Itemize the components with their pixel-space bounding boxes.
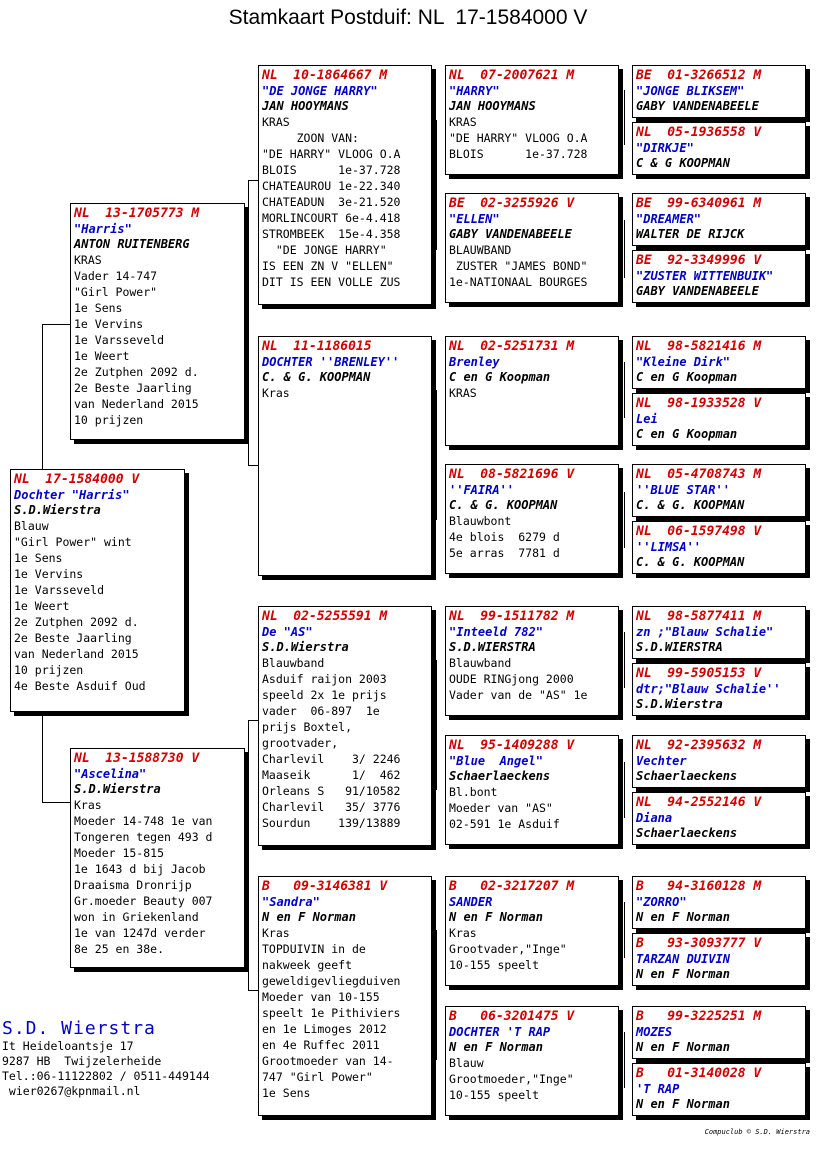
pigeon-card-fmf[interactable] (445, 336, 619, 446)
info-line: 2e Beste Jaarling (14, 631, 132, 645)
info-line: 10-155 speelt (449, 958, 540, 972)
owner-name: C. & G. KOOPMAN (262, 370, 371, 384)
pigeon-card-mm[interactable] (258, 876, 432, 1116)
pigeon-name: "Sandra" (262, 895, 320, 909)
info-line: 1e Sens (14, 551, 63, 565)
ring-number: B 06-3201475 V (449, 1009, 575, 1024)
owner-name: S.D.WIERSTRA (636, 640, 723, 654)
owner-name: C en G Koopman (636, 370, 738, 384)
owner-name: Schaerlaeckens (449, 769, 551, 783)
info-line: Sourdun 139/13889 (262, 816, 401, 830)
info-line: 5e arras 7781 d (449, 546, 560, 560)
info-line: Blauwbont (449, 514, 512, 528)
ring-number: B 99-3225251 M (636, 1009, 762, 1024)
pigeon-name: SANDER (449, 895, 493, 909)
info-line: prijs Boxtel, (262, 720, 353, 734)
owner-name: N en F Norman (636, 910, 730, 924)
pigeon-name: "Blue Angel" (449, 754, 543, 768)
info-line: ZUSTER "JAMES BOND" (449, 259, 588, 273)
info-line: geweldigevliegduiven (262, 974, 401, 988)
ring-number: B 01-3140028 V (636, 1066, 762, 1081)
info-line: Orleans S 91/10582 (262, 784, 401, 798)
info-line: Grootmoeder,"Inge" (449, 1072, 574, 1086)
connector-line (42, 802, 70, 803)
pigeon-name: DOCHTER ''BRENLEY'' (262, 355, 400, 369)
info-line: Asduif raijon 2003 (262, 672, 387, 686)
pigeon-card-ff[interactable] (258, 65, 432, 305)
pigeon-card-fmm[interactable] (445, 464, 619, 574)
connector-line (624, 220, 625, 278)
owner-name: JAN HOOYMANS (449, 99, 536, 113)
pigeon-card-father[interactable] (70, 203, 245, 440)
info-line: Blauwband (262, 656, 325, 670)
info-line: KRAS (449, 386, 477, 400)
connector-line (624, 492, 625, 548)
connector-line (248, 180, 258, 181)
connector-line (624, 762, 625, 818)
owner-name: N en F Norman (636, 1097, 730, 1111)
ring-number: NL 02-5251731 M (449, 339, 575, 354)
pigeon-name: "JONGE BLIKSEM" (636, 84, 745, 98)
connector-line (624, 902, 625, 958)
connector-line (248, 990, 258, 991)
info-line: Vader 14-747 (74, 269, 158, 283)
owner-name: C en G Koopman (449, 370, 551, 384)
owner-name: N en F Norman (636, 1040, 730, 1054)
info-line: 1e Varsseveld (74, 333, 165, 347)
info-line: Bl.bont (449, 785, 498, 799)
pigeon-card-ffm[interactable] (445, 193, 619, 303)
info-line: KRAS (262, 115, 290, 129)
connector-line (436, 660, 437, 790)
pigeon-name: "Harris" (74, 222, 132, 236)
info-line: "DE JONGE HARRY" (262, 243, 387, 257)
info-line: BLOIS 1e-37.728 (449, 147, 588, 161)
ring-number: NL 13-1705773 M (74, 206, 200, 221)
owner-name: Schaerlaeckens (636, 769, 738, 783)
info-line: STROMBEEK 15e-4.358 (262, 227, 401, 241)
ring-number: B 02-3217207 M (449, 879, 575, 894)
pigeon-name: MOZES (636, 1025, 673, 1039)
ring-number: B 93-3093777 V (636, 936, 762, 951)
pigeon-card-g3[interactable] (632, 193, 806, 246)
info-line: "Girl Power" (74, 285, 158, 299)
pigeon-name: "DREAMER" (636, 212, 702, 226)
info-line: Draaisma Dronrijp (74, 878, 192, 892)
info-line: Maaseik 1/ 462 (262, 768, 401, 782)
ring-number: BE 92-3349996 V (636, 253, 762, 268)
owner-name: JAN HOOYMANS (262, 99, 349, 113)
info-line: speeld 2x 1e prijs (262, 688, 387, 702)
info-line: en 1e Limoges 2012 (262, 1022, 387, 1036)
info-line: 8e 25 en 38e. (74, 942, 165, 956)
pigeon-card-g1[interactable] (632, 65, 806, 118)
email-line[interactable]: wier0267@kpnmail.nl (2, 1084, 141, 1098)
info-line: IS EEN ZN V "ELLEN" (262, 259, 394, 273)
pigeon-card-g8[interactable] (632, 521, 806, 574)
info-line: Kras (449, 926, 477, 940)
info-line: 10-155 speelt (449, 1088, 540, 1102)
owner-name: WALTER DE RIJCK (636, 227, 745, 241)
connector-line (248, 720, 258, 721)
info-line: CHATEADUN 3e-21.520 (262, 195, 401, 209)
info-line: DIT IS EEN VOLLE ZUS (262, 275, 401, 289)
pigeon-name: ''FAIRA'' (449, 483, 515, 497)
pigeon-card-mfm[interactable] (445, 735, 619, 845)
connector-line (436, 390, 437, 520)
pigeon-name: 'T RAP (636, 1082, 680, 1096)
pigeon-name: "Ascelina" (74, 767, 147, 781)
ring-number: NL 02-5255591 M (262, 609, 388, 624)
address-line: It Heideloantsje 17 (2, 1039, 134, 1053)
owner-name: S.D.Wierstra (636, 697, 723, 711)
info-line: Moeder 14-748 1e van (74, 814, 213, 828)
info-line: 2e Beste Jaarling (74, 381, 192, 395)
ring-number: BE 01-3266512 M (636, 68, 762, 83)
info-line: KRAS (74, 253, 102, 267)
info-line: TOPDUIVIN in de (262, 942, 366, 956)
owner-name: N en F Norman (636, 967, 730, 981)
ring-number: NL 98-5877411 M (636, 609, 762, 624)
ring-number: NL 08-5821696 V (449, 467, 575, 482)
pigeon-card-mmf[interactable] (445, 876, 619, 986)
pigeon-name: Lei (636, 412, 658, 426)
ring-number: NL 98-5821416 M (636, 339, 762, 354)
pigeon-name: "Inteeld 782" (449, 625, 543, 639)
pigeon-name: "ZORRO" (636, 895, 687, 909)
address-line: 9287 HB Twijzelerheide (2, 1054, 162, 1068)
info-line: 1e Sens (74, 301, 123, 315)
pigeon-name: Vechter (636, 754, 687, 768)
info-line: Grootvader,"Inge" (449, 942, 567, 956)
pigeon-name: De "AS" (262, 625, 313, 639)
info-line: Moeder van "AS" (449, 801, 553, 815)
info-line: "DE HARRY" VLOOG O.A (449, 131, 588, 145)
pigeon-card-g10[interactable] (632, 663, 806, 716)
pigeon-card-g4[interactable] (632, 250, 806, 303)
pigeon-name: dtr;"Blauw Schalie'' (636, 682, 781, 696)
connector-line (248, 180, 249, 465)
info-line: ZOON VAN: (262, 131, 359, 145)
connector-line (436, 120, 437, 250)
owner-name: C. & G. KOOPMAN (636, 555, 745, 569)
credit-text: Compuclub © S.D. Wierstra (704, 1128, 810, 1136)
pigeon-name: TARZAN DUIVIN (636, 952, 730, 966)
pigeon-name: ''LIMSA'' (636, 540, 702, 554)
pigeon-card-fm[interactable] (258, 336, 432, 576)
info-line: Blauw (449, 1056, 484, 1070)
ring-number: NL 05-1936558 V (636, 125, 762, 140)
info-line: 10 prijzen (14, 663, 84, 677)
owner-name: C en G Koopman (636, 427, 738, 441)
connector-line (624, 632, 625, 688)
info-line: OUDE RINGjong 2000 (449, 672, 574, 686)
ring-number: NL 92-2395632 M (636, 738, 762, 753)
phone-line: Tel.:06-11122802 / 0511-449144 (2, 1069, 210, 1083)
pigeon-card-g14[interactable] (632, 933, 806, 986)
pigeon-name: Brenley (449, 355, 500, 369)
pigeon-card-g11[interactable] (632, 735, 806, 788)
owner-name: C & G KOOPMAN (636, 156, 730, 170)
ring-number: NL 06-1597498 V (636, 524, 762, 539)
info-line: 1e-NATIONAAL BOURGES (449, 275, 588, 289)
pigeon-card-mother[interactable] (70, 748, 245, 968)
info-line: Moeder 15-815 (74, 846, 165, 860)
connector-line (436, 930, 437, 1060)
pigeon-card-g5[interactable] (632, 336, 806, 389)
info-line: en 4e Ruffec 2011 (262, 1038, 380, 1052)
info-line: BLAUWBAND (449, 243, 512, 257)
ring-number: B 94-3160128 M (636, 879, 762, 894)
pigeon-card-g13[interactable] (632, 876, 806, 929)
ring-number: B 09-3146381 V (262, 879, 388, 894)
info-line: "DE HARRY" VLOOG O.A (262, 147, 401, 161)
page-title: Stamkaart Postduif: NL 17-1584000 V (228, 6, 588, 29)
owner-name: S.D.Wierstra (14, 503, 101, 517)
pigeon-name: Diana (636, 811, 673, 825)
ring-number: NL 94-2552146 V (636, 795, 762, 810)
pigeon-card-g15[interactable] (632, 1006, 806, 1059)
info-line: Moeder van 10-155 (262, 990, 380, 1004)
connector-line (42, 324, 43, 469)
ring-number: BE 99-6340961 M (636, 196, 762, 211)
info-line: 4e Beste Asduif Oud (14, 679, 146, 693)
pigeon-card-g9[interactable] (632, 606, 806, 659)
info-line: 1e 1643 d bij Jacob (74, 862, 206, 876)
pigeon-card-subject[interactable] (10, 469, 185, 712)
breeder-name: S.D. Wierstra (2, 1018, 156, 1039)
info-line: BLOIS 1e-37.728 (262, 163, 401, 177)
pigeon-card-g16[interactable] (632, 1063, 806, 1116)
connector-line (624, 362, 625, 418)
info-line: "Girl Power" wint (14, 535, 132, 549)
info-line: nakweek geeft (262, 958, 353, 972)
pigeon-card-mf[interactable] (258, 606, 432, 846)
pigeon-name: "ZUSTER WITTENBUIK" (636, 269, 774, 283)
ring-number: NL 11-1186015 (262, 339, 372, 354)
info-line: MORLINCOURT 6e-4.418 (262, 211, 401, 225)
info-line: Kras (262, 926, 290, 940)
info-line: van Nederland 2015 (14, 647, 139, 661)
owner-name: N en F Norman (449, 1040, 543, 1054)
info-line: Kras (262, 386, 290, 400)
pigeon-name: "DIRKJE" (636, 141, 694, 155)
info-line: 1e Vervins (14, 567, 84, 581)
pigeon-card-fff[interactable] (445, 65, 619, 175)
info-line: Charlevil 3/ 2246 (262, 752, 401, 766)
ring-number: NL 98-1933528 V (636, 396, 762, 411)
info-line: 4e blois 6279 d (449, 530, 560, 544)
pigeon-name: "Kleine Dirk" (636, 355, 730, 369)
info-line: speelt 1e Pithiviers (262, 1006, 401, 1020)
info-line: 1e van 1247d verder (74, 926, 206, 940)
info-line: Blauwband (449, 656, 512, 670)
ring-number: BE 02-3255926 V (449, 196, 575, 211)
pigeon-name: Dochter "Harris" (14, 488, 130, 502)
owner-name: GABY VANDENABEELE (449, 227, 572, 241)
info-line: Gr.moeder Beauty 007 (74, 894, 213, 908)
pigeon-card-g12[interactable] (632, 792, 806, 845)
ring-number: NL 13-1588730 V (74, 751, 200, 766)
connector-line (42, 712, 43, 802)
info-line: van Nederland 2015 (74, 397, 199, 411)
owner-name: ANTON RUITENBERG (74, 237, 190, 251)
info-line: 1e Sens (262, 1086, 311, 1100)
info-line: 1e Weert (74, 349, 130, 363)
pigeon-card-g2[interactable] (632, 122, 806, 175)
pigeon-name: "DE JONGE HARRY" (262, 84, 378, 98)
info-line: 2e Zutphen 2092 d. (74, 365, 199, 379)
info-line: 1e Vervins (74, 317, 144, 331)
info-line: Grootmoeder van 14- (262, 1054, 394, 1068)
owner-name: N en F Norman (449, 910, 543, 924)
owner-name: GABY VANDENABEELE (636, 99, 759, 113)
ring-number: NL 99-5905153 V (636, 666, 762, 681)
info-line: 747 "Girl Power" (262, 1070, 373, 1084)
pigeon-name: "ELLEN" (449, 212, 500, 226)
connector-line (248, 720, 249, 990)
owner-name: S.D.WIERSTRA (449, 640, 536, 654)
info-line: 1e Varsseveld (14, 583, 105, 597)
info-line: vader 06-897 1e (262, 704, 380, 718)
pigeon-name: zn ;"Blauw Schalie" (636, 625, 774, 639)
owner-name: S.D.Wierstra (262, 640, 349, 654)
owner-name: Schaerlaeckens (636, 826, 738, 840)
connector-line (624, 90, 625, 145)
info-line: Kras (74, 798, 102, 812)
connector-line (624, 1032, 625, 1088)
info-line: 1e Weert (14, 599, 70, 613)
pigeon-name: ''BLUE STAR'' (636, 483, 730, 497)
connector-line (42, 324, 70, 325)
info-line: Tongeren tegen 493 d (74, 830, 213, 844)
info-line: 10 prijzen (74, 413, 144, 427)
ring-number: NL 05-4708743 M (636, 467, 762, 482)
owner-name: N en F Norman (262, 910, 356, 924)
info-line: Vader van de "AS" 1e (449, 688, 588, 702)
info-line: CHATEAUROU 1e-22.340 (262, 179, 401, 193)
info-line: Blauw (14, 519, 49, 533)
owner-name: C. & G. KOOPMAN (449, 498, 558, 512)
ring-number: NL 95-1409288 V (449, 738, 575, 753)
owner-name: GABY VANDENABEELE (636, 284, 759, 298)
info-line: KRAS (449, 115, 477, 129)
pigeon-name: DOCHTER 'T RAP (449, 1025, 551, 1039)
info-line: won in Griekenland (74, 910, 199, 924)
owner-name: C. & G. KOOPMAN (636, 498, 745, 512)
info-line: 2e Zutphen 2092 d. (14, 615, 139, 629)
info-line: 02-591 1e Asduif (449, 817, 560, 831)
breeder-contact (2, 1018, 210, 1099)
info-line: grootvader, (262, 736, 339, 750)
pigeon-card-mmm[interactable] (445, 1006, 619, 1116)
pigeon-card-g6[interactable] (632, 393, 806, 446)
info-line: Charlevil 35/ 3776 (262, 800, 401, 814)
ring-number: NL 07-2007621 M (449, 68, 575, 83)
connector-line (248, 465, 258, 466)
ring-number: NL 17-1584000 V (14, 472, 140, 487)
owner-name: S.D.Wierstra (74, 782, 161, 796)
pigeon-card-mff[interactable] (445, 606, 619, 716)
ring-number: NL 10-1864667 M (262, 68, 388, 83)
pigeon-card-g7[interactable] (632, 464, 806, 517)
ring-number: NL 99-1511782 M (449, 609, 575, 624)
pigeon-name: "HARRY" (449, 84, 500, 98)
